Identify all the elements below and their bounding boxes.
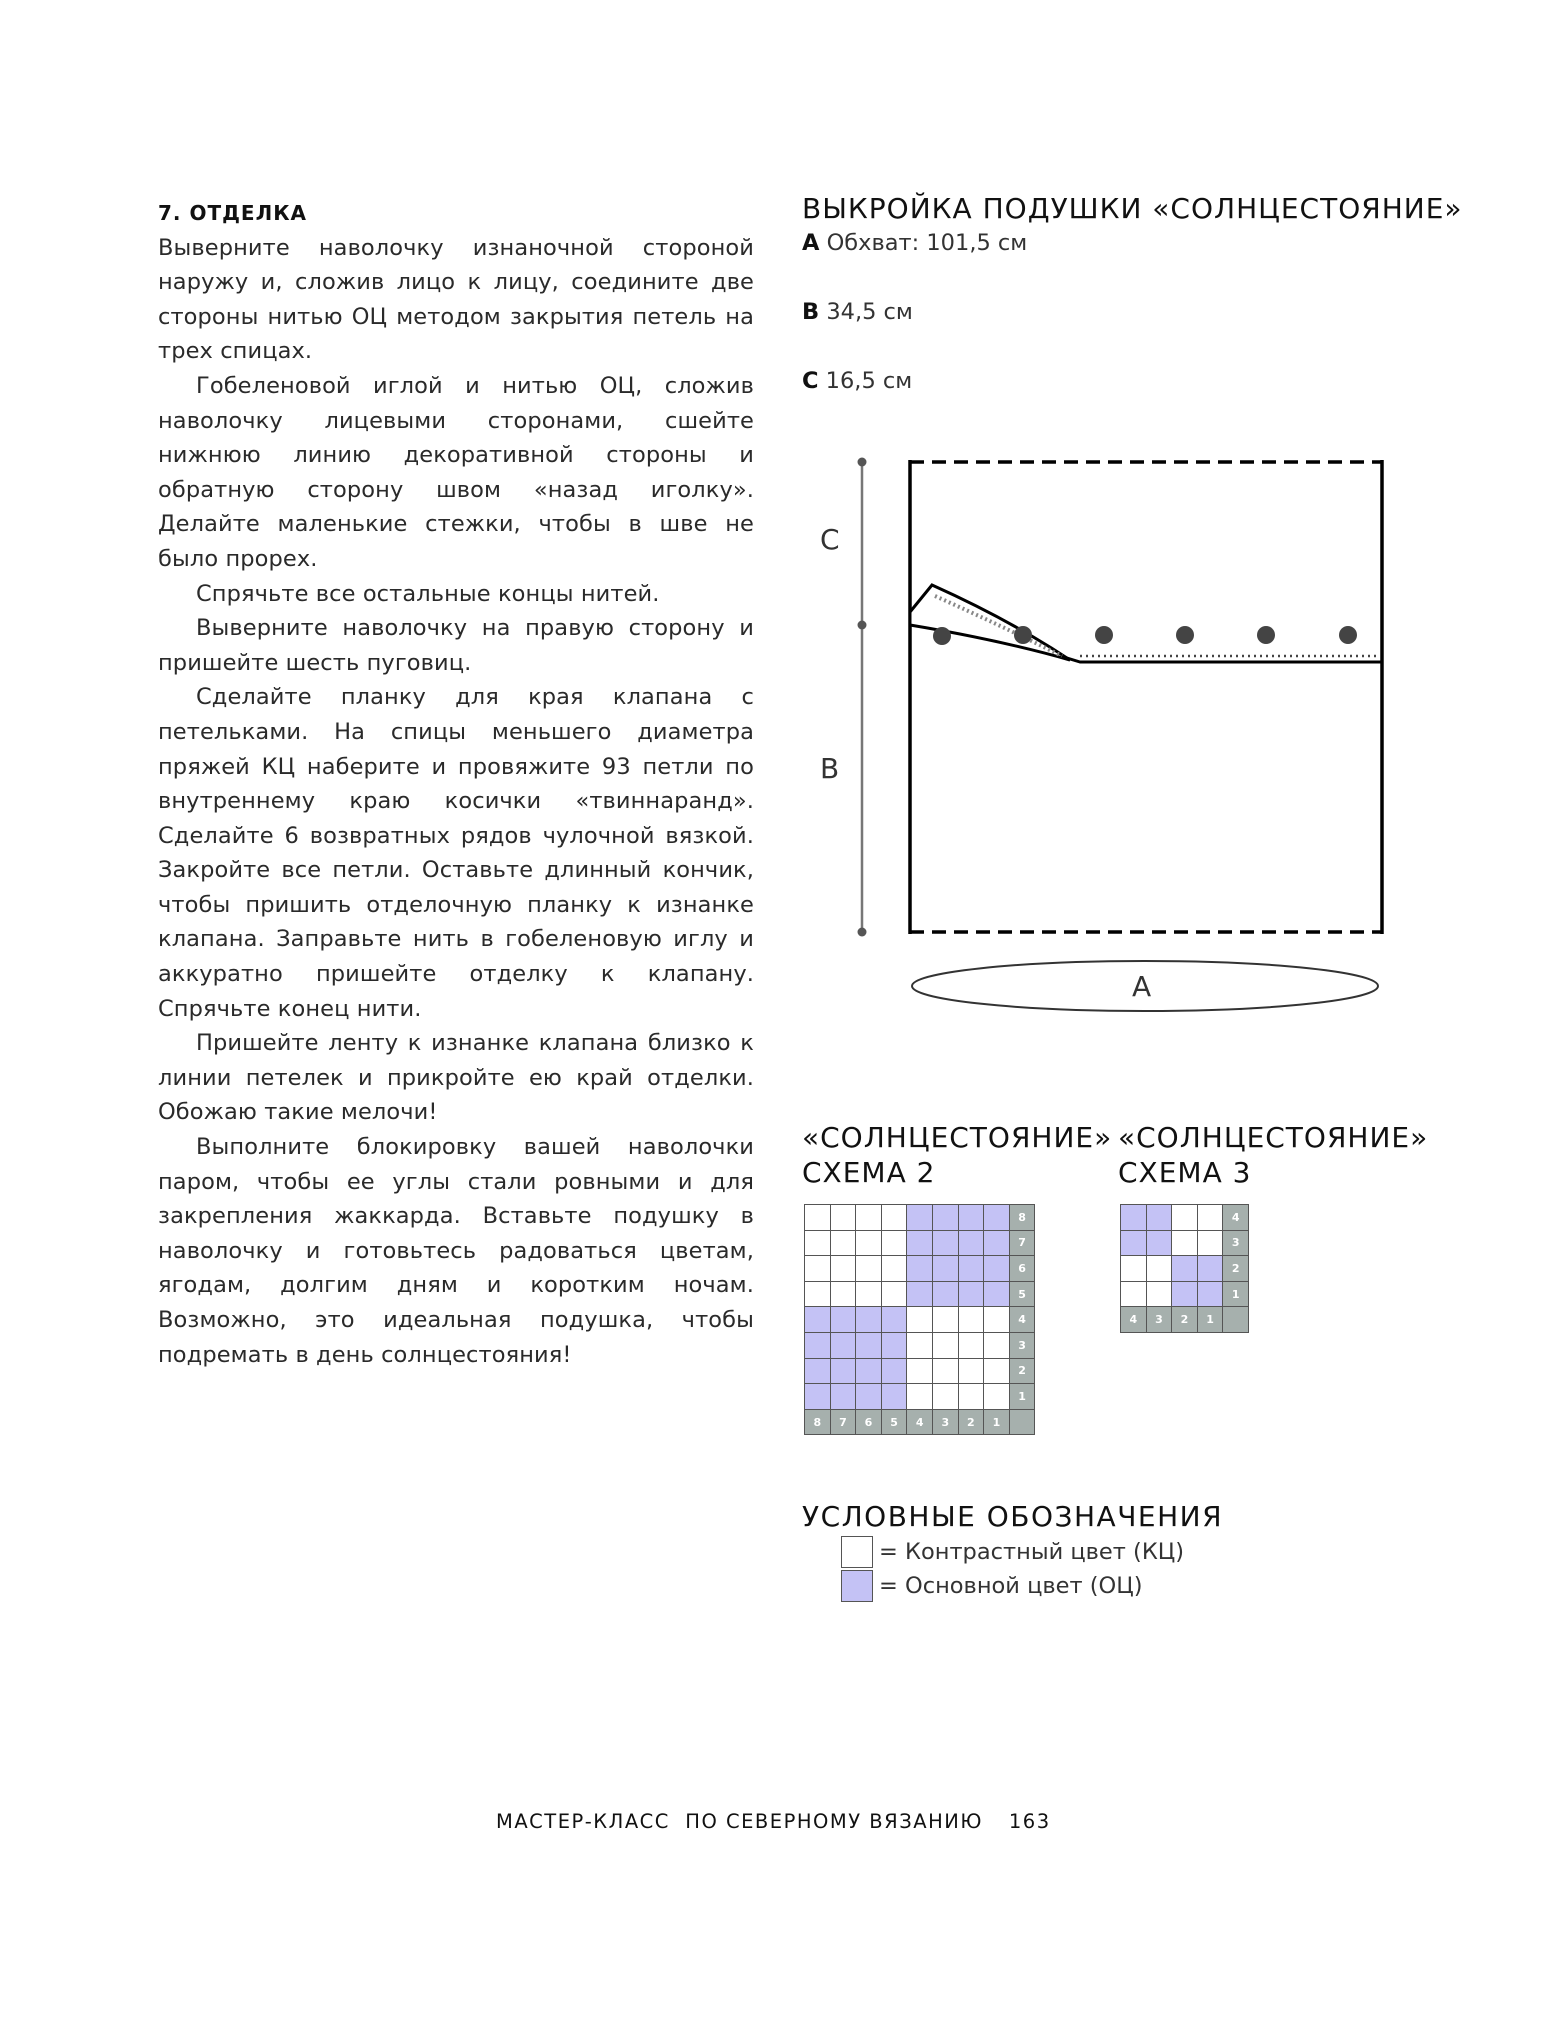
chart-row — [1121, 1205, 1249, 1231]
row-number: 1 — [1223, 1281, 1249, 1307]
cell-main-color — [1121, 1205, 1147, 1231]
label-b: B — [820, 752, 840, 785]
schema-title-line1: «СОЛНЦЕСТОЯНИЕ» — [802, 1121, 1113, 1154]
cell-main-color — [856, 1332, 882, 1358]
row-number: 5 — [1009, 1281, 1035, 1307]
cell-contrast-color — [932, 1307, 958, 1333]
row-number: 3 — [1223, 1230, 1249, 1256]
cell-main-color — [1146, 1230, 1172, 1256]
cell-main-color — [856, 1358, 882, 1384]
cell-contrast-color — [830, 1205, 856, 1231]
cell-contrast-color — [830, 1230, 856, 1256]
cell-contrast-color — [984, 1332, 1010, 1358]
page-footer — [496, 1810, 1051, 1833]
schema-2 — [802, 1120, 1112, 1435]
row-number: 4 — [1223, 1205, 1249, 1231]
cell-main-color — [932, 1256, 958, 1282]
label-a: A — [1132, 970, 1152, 1003]
swatch-main — [841, 1570, 873, 1602]
cell-contrast-color — [1146, 1281, 1172, 1307]
row-number: 4 — [1009, 1307, 1035, 1333]
cell-main-color — [907, 1281, 933, 1307]
cell-main-color — [856, 1384, 882, 1410]
cell-contrast-color — [1172, 1230, 1198, 1256]
cell-contrast-color — [932, 1384, 958, 1410]
cell-main-color — [881, 1332, 907, 1358]
swatch-contrast — [841, 1536, 873, 1568]
schema-title-line2: СХЕМА 2 — [802, 1156, 936, 1189]
dimension-key: A — [802, 230, 820, 256]
cell-main-color — [881, 1307, 907, 1333]
legend-item-contrast — [841, 1536, 1184, 1568]
column-number: 2 — [1172, 1307, 1198, 1333]
chart-row — [1121, 1281, 1249, 1307]
cell-main-color — [830, 1307, 856, 1333]
cell-contrast-color — [958, 1307, 984, 1333]
cell-main-color — [984, 1230, 1010, 1256]
chart-row — [805, 1358, 1035, 1384]
dimension-key: B — [802, 299, 820, 325]
chart-grid-2 — [804, 1204, 1035, 1435]
chart-grid-3 — [1120, 1204, 1249, 1333]
cell-main-color — [984, 1205, 1010, 1231]
chart-row — [805, 1230, 1035, 1256]
cell-main-color — [1121, 1230, 1147, 1256]
button-dot — [933, 627, 951, 645]
section-heading: 7. ОТДЕЛКА — [158, 201, 308, 225]
chart-row — [1121, 1230, 1249, 1256]
cell-main-color — [958, 1281, 984, 1307]
row-number: 7 — [1009, 1230, 1035, 1256]
paragraph: Гобеленовой иглой и нитью ОЦ, сложив наволочку лицевыми сторонами, сшейте нижнюю линию декоративной стороны и обратную сторону швом «назад иголку». Делайте маленькие стежки, чтобы в шве не было прорех. — [158, 372, 754, 572]
column-number: 7 — [830, 1409, 856, 1435]
cell-main-color — [1197, 1256, 1223, 1282]
cell-contrast-color — [907, 1384, 933, 1410]
cell-main-color — [907, 1205, 933, 1231]
cell-main-color — [830, 1358, 856, 1384]
cell-main-color — [1172, 1256, 1198, 1282]
cell-contrast-color — [830, 1256, 856, 1282]
pattern-title: ВЫКРОЙКА ПОДУШКИ «СОЛНЦЕСТОЯНИЕ» — [802, 192, 1463, 225]
corner-cell — [1223, 1307, 1249, 1333]
chart-row — [805, 1384, 1035, 1410]
schema-title-line2: СХЕМА 3 — [1118, 1156, 1252, 1189]
cell-main-color — [958, 1230, 984, 1256]
column-number: 6 — [856, 1409, 882, 1435]
column-number: 5 — [881, 1409, 907, 1435]
column-number: 3 — [932, 1409, 958, 1435]
page-number: 163 — [1008, 1810, 1051, 1833]
column-number: 1 — [984, 1409, 1010, 1435]
corner-cell — [1009, 1409, 1035, 1435]
dimension-key: C — [802, 368, 819, 394]
dimension-value: 16,5 см — [825, 368, 913, 394]
cell-main-color — [805, 1358, 831, 1384]
cell-contrast-color — [958, 1384, 984, 1410]
cell-contrast-color — [958, 1332, 984, 1358]
legend-item-main — [841, 1570, 1143, 1602]
cell-contrast-color — [1121, 1256, 1147, 1282]
chart-row — [805, 1332, 1035, 1358]
cell-main-color — [984, 1281, 1010, 1307]
cell-contrast-color — [856, 1230, 882, 1256]
chart-row — [805, 1256, 1035, 1282]
button-dot — [1176, 626, 1194, 644]
cell-contrast-color — [984, 1358, 1010, 1384]
cell-contrast-color — [881, 1205, 907, 1231]
cell-main-color — [907, 1230, 933, 1256]
row-number: 3 — [1009, 1332, 1035, 1358]
column-number: 1 — [1197, 1307, 1223, 1333]
row-number: 6 — [1009, 1256, 1035, 1282]
cell-main-color — [984, 1256, 1010, 1282]
cell-contrast-color — [856, 1281, 882, 1307]
cell-main-color — [1172, 1281, 1198, 1307]
cell-main-color — [932, 1281, 958, 1307]
cell-contrast-color — [1121, 1281, 1147, 1307]
column-number: 2 — [958, 1409, 984, 1435]
row-number: 8 — [1009, 1205, 1035, 1231]
paragraph: Пришейте ленту к изнанке клапана близко к линии петелек и прикройте ею край отделки. Обожаю такие мелочи! — [158, 1030, 754, 1126]
column-number: 4 — [1121, 1307, 1147, 1333]
column-numbers — [1121, 1307, 1249, 1333]
cell-contrast-color — [907, 1358, 933, 1384]
cell-main-color — [856, 1307, 882, 1333]
running-title: МАСТЕР-КЛАСС ПО СЕВЕРНОМУ ВЯЗАНИЮ — [496, 1810, 983, 1833]
cell-contrast-color — [907, 1332, 933, 1358]
chart-row — [805, 1281, 1035, 1307]
cell-main-color — [932, 1205, 958, 1231]
column-number: 4 — [907, 1409, 933, 1435]
button-dot — [1257, 626, 1275, 644]
cell-contrast-color — [1197, 1230, 1223, 1256]
row-number: 1 — [1009, 1384, 1035, 1410]
paragraph: Выверните наволочку изнаночной стороной наружу и, сложив лицо к лицу, соедините две стороны нитью ОЦ методом закрытия петель на трех спицах. — [158, 234, 754, 365]
cell-main-color — [805, 1307, 831, 1333]
cell-contrast-color — [856, 1205, 882, 1231]
cell-contrast-color — [805, 1256, 831, 1282]
cell-main-color — [805, 1384, 831, 1410]
paragraph: Выполните блокировку вашей наволочки паром, чтобы ее углы стали ровными и для закрепления жаккарда. Вставьте подушку в наволочку и готовьтесь радоваться цветам, ягодам, долгим дням и коротким ночам. Возможно, это идеальная подушка, чтобы подремать в день солнцестояния! — [158, 1134, 754, 1368]
button-dot — [1014, 626, 1032, 644]
cell-contrast-color — [881, 1230, 907, 1256]
column-number: 8 — [805, 1409, 831, 1435]
cell-contrast-color — [1197, 1205, 1223, 1231]
cell-main-color — [881, 1384, 907, 1410]
chart-row — [1121, 1256, 1249, 1282]
paragraph: Сделайте планку для края клапана с петельками. На спицы меньшего диаметра пряжей КЦ наберите и провяжите 93 петли по внутреннему краю косички «твиннаранд». Сделайте 6 возвратных рядов чулочной вязкой. Закройте все петли. Оставьте длинный кончик, чтобы пришить отделочную планку к изнанке клапана. Заправьте нить в гобеленовую иглу и аккуратно пришейте отделку к клапану. Спрячьте конец нити. — [158, 684, 754, 1022]
cell-main-color — [958, 1256, 984, 1282]
column-number: 3 — [1146, 1307, 1172, 1333]
button-dot — [1339, 626, 1357, 644]
cell-main-color — [1197, 1281, 1223, 1307]
cell-main-color — [881, 1358, 907, 1384]
cell-main-color — [907, 1256, 933, 1282]
button-dot — [1095, 626, 1113, 644]
cell-contrast-color — [932, 1332, 958, 1358]
measure-dot — [858, 928, 867, 937]
cell-contrast-color — [932, 1358, 958, 1384]
paragraph: Спрячьте все остальные концы нитей. — [196, 580, 660, 607]
cell-contrast-color — [805, 1230, 831, 1256]
dimension-value: 34,5 см — [826, 299, 913, 325]
cell-contrast-color — [881, 1256, 907, 1282]
cell-main-color — [958, 1205, 984, 1231]
legend-title: УСЛОВНЫЕ ОБОЗНАЧЕНИЯ — [802, 1500, 1224, 1533]
cell-contrast-color — [805, 1281, 831, 1307]
schema-3 — [1118, 1120, 1428, 1333]
row-number: 2 — [1009, 1358, 1035, 1384]
cell-main-color — [1146, 1205, 1172, 1231]
cell-contrast-color — [958, 1358, 984, 1384]
cell-main-color — [932, 1230, 958, 1256]
chart-row — [805, 1205, 1035, 1231]
cell-contrast-color — [805, 1205, 831, 1231]
column-numbers — [805, 1409, 1035, 1435]
measure-dot — [858, 458, 867, 467]
cell-contrast-color — [830, 1281, 856, 1307]
row-number: 2 — [1223, 1256, 1249, 1282]
legend-label: = Основной цвет (ОЦ) — [879, 1573, 1143, 1599]
label-c: C — [820, 523, 840, 556]
cell-contrast-color — [907, 1307, 933, 1333]
chart-row — [805, 1307, 1035, 1333]
paragraph: Выверните наволочку на правую сторону и пришейте шесть пуговиц. — [158, 615, 754, 676]
cell-main-color — [830, 1332, 856, 1358]
cell-contrast-color — [984, 1384, 1010, 1410]
measure-dot — [858, 621, 867, 630]
cell-contrast-color — [856, 1256, 882, 1282]
cell-main-color — [805, 1332, 831, 1358]
schema-title-line1: «СОЛНЦЕСТОЯНИЕ» — [1118, 1121, 1429, 1154]
cell-contrast-color — [984, 1307, 1010, 1333]
cell-contrast-color — [881, 1281, 907, 1307]
cell-main-color — [830, 1384, 856, 1410]
dimension-value: Обхват: 101,5 см — [826, 230, 1028, 256]
cell-contrast-color — [1146, 1256, 1172, 1282]
legend-label: = Контрастный цвет (КЦ) — [879, 1539, 1185, 1565]
cell-contrast-color — [1172, 1205, 1198, 1231]
